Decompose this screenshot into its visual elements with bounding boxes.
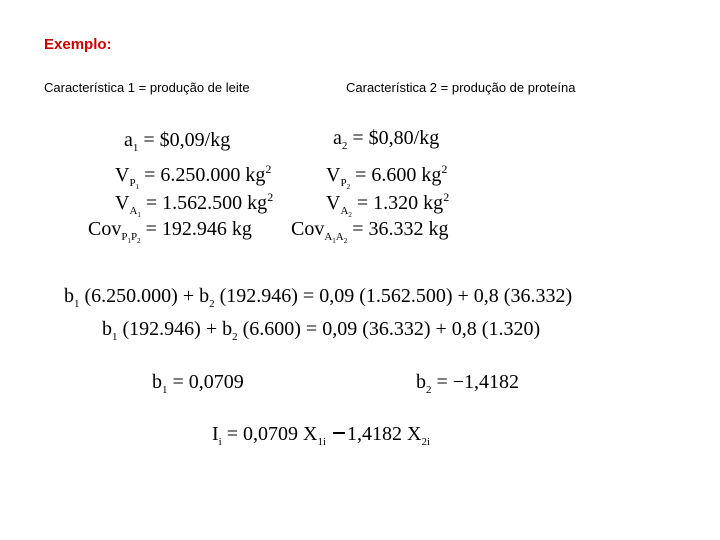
normal-equation-2: $b_1$ $(192.946) + b_2$ (6.600) = 0,09 (36.332) + 0,8 (1.320)	[102, 318, 541, 343]
additive-covariance: Cov$_{A_1A_2}$ = 36.332 kg	[291, 218, 449, 245]
solution-b1: $b_1 = 0,0709$	[152, 371, 244, 396]
minus-sign	[333, 432, 345, 434]
economic-value-2: $a_2$ = $0,80/kg	[333, 127, 440, 152]
phenotypic-covariance: Cov$_{P_1P_2}$ = 192.946 kg	[88, 218, 252, 245]
additive-variance-2: $V_{A_2} = 1.320$ $kg^2$	[326, 190, 450, 219]
normal-equation-1: $b_1$ $(6.250.000) + b_2$ (192.946) = 0,09 (1.562.500) + 0,8 (36.332)	[64, 285, 573, 310]
phenotypic-variance-2: $V_{P_2} = 6.600$ $kg^2$	[326, 162, 448, 191]
additive-variance-1: $V_{A_1} = 1.562.500$ $kg^2$	[115, 190, 274, 219]
trait-2-label: Característica 2 = produção de proteína	[346, 80, 576, 95]
economic-value-1: $a_1$ = $0,09/kg	[124, 129, 231, 154]
phenotypic-variance-1: $V_{P_1} = 6.250.000$ $kg^2$	[115, 162, 272, 191]
trait-1-label: Característica 1 = produção de leite	[44, 80, 250, 95]
solution-b2: $b_2 = -1,4182$	[416, 371, 520, 396]
example-heading: Exemplo:	[44, 36, 112, 53]
selection-index-formula: $I_i = 0,0709$ $X_{1i}$ 1,4182 $X_{2i}$	[212, 423, 431, 448]
